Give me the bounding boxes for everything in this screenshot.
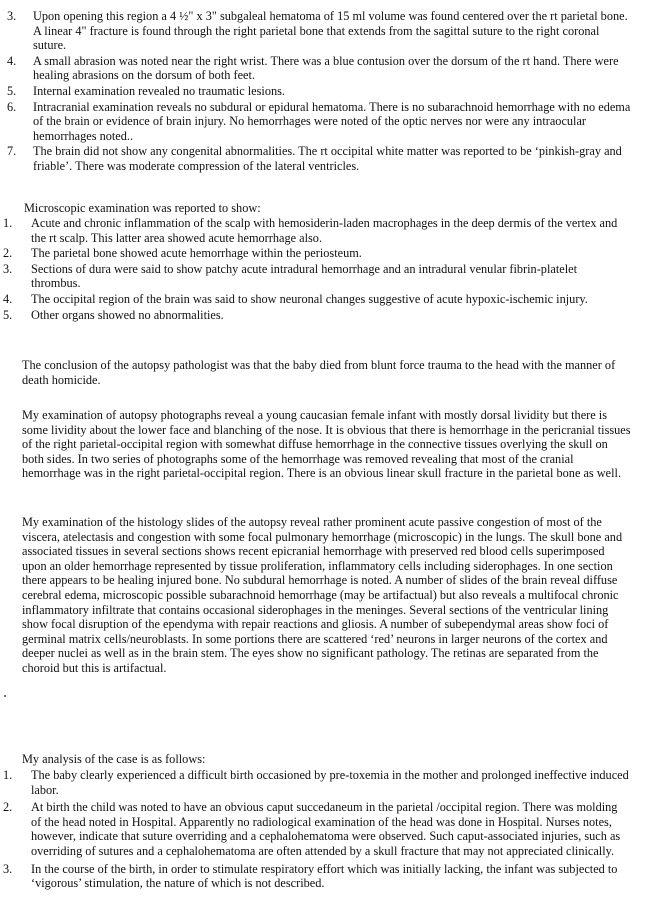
autopsy-findings-list	[7, 9, 631, 175]
list-number: 3.	[3, 861, 13, 876]
list-item	[3, 800, 629, 858]
list-item-text: The parietal bone showed acute hemorrhage within the periosteum.	[31, 246, 362, 261]
list-item-text: Internal examination revealed no traumatic lesions.	[33, 83, 285, 98]
microscopic-findings-list	[3, 216, 629, 323]
list-item-text: The baby clearly experienced a difficult birth occasioned by pre-toxemia in the mother and prolonged ineffective induced labor.	[31, 768, 629, 797]
list-number: 4.	[3, 291, 13, 306]
list-item-text: The occipital region of the brain was said to show neuronal changes suggestive of acute hypoxic-ischemic injury.	[31, 291, 588, 306]
list-item	[3, 262, 629, 291]
list-item-text: A small abrasion was noted near the right wrist. There was a blue contusion over the dorsum of the rt hand. There were healing abrasions on the dorsum of both feet.	[33, 53, 619, 83]
list-item	[7, 9, 631, 53]
list-item-text: Acute and chronic inflammation of the scalp with hemosiderin-laden macrophages in the deep dermis of the vertex and the rt scalp. This latter area showed acute hemorrhage also.	[31, 216, 618, 245]
list-number: 4.	[7, 53, 17, 68]
list-item	[3, 292, 629, 307]
list-number: 6.	[7, 99, 17, 114]
list-item-text: Intracranial examination reveals no subdural or epidural hematoma. There is no subarachnoid hemorrhage with no edema of the brain or evidence of brain injury. No hemorrhages were noted of the optic nerves nor were any intraocular hemorrhages noted..	[33, 99, 631, 143]
margin-dot	[4, 695, 6, 697]
conclusion-paragraph: The conclusion of the autopsy pathologist was that the baby died from blunt force trauma to the head with the manner of death homicide.	[22, 358, 616, 387]
list-number: 1.	[3, 768, 13, 782]
list-item	[7, 84, 631, 99]
list-item-text: Sections of dura were said to show patchy acute intradural hemorrhage and an intradural venular fibrin-platelet thrombus.	[31, 261, 577, 291]
list-number: 5.	[3, 307, 13, 322]
list-number: 7.	[7, 144, 17, 159]
list-number: 2.	[3, 246, 13, 261]
list-item	[7, 144, 631, 173]
list-item	[3, 862, 629, 891]
list-item-text: Other organs showed no abnormalities.	[31, 307, 224, 322]
list-item	[3, 768, 629, 797]
list-item	[3, 216, 629, 245]
list-number: 5.	[7, 83, 17, 98]
microscopic-heading: Microscopic examination was reported to show:	[24, 201, 261, 215]
analysis-heading: My analysis of the case is as follows:	[22, 752, 206, 766]
list-number: 2.	[3, 800, 13, 815]
photographs-paragraph: My examination of autopsy photographs reveal a young caucasian female infant with mostly dorsal lividity but there is some lividity about the lower face and blanching of the nose. It is obvious that there is hemorrhage in the pericranial tissues of the right parietal-occipital region with somewhat diffuse hemorrhage in the connective tissues overlying the skull on both sides. In two series of photographs some of the hemorrhage was removed revealing that most of the cranial hemorrhage was in the right parietal-occipital region. There is an obvious linear skull fracture in the parietal bone as well.	[22, 408, 631, 481]
list-item	[3, 246, 629, 261]
list-number: 3.	[7, 9, 17, 23]
analysis-list	[3, 768, 629, 894]
list-item-text: The brain did not show any congenital abnormalities. The rt occipital white matter was reported to be ‘pinkish-gray and friable’. There was moderate compression of the lateral ventricles.	[33, 144, 622, 173]
list-item-text: In the course of the birth, in order to stimulate respiratory effort which was initially lacking, the infant was subjected to ‘vigorous’ stimulation, the nature of which is not described.	[31, 861, 618, 891]
list-item	[7, 54, 631, 83]
list-item	[3, 308, 629, 323]
list-item-text: Upon opening this region a 4 ½" x 3" subgaleal hematoma of 15 ml volume was found centered over the rt parietal bone. A linear 4" fracture is found through the right parietal bone that extends from the sagittal suture to the right coronal suture.	[33, 9, 628, 53]
list-item	[7, 100, 631, 144]
list-item-text: At birth the child was noted to have an obvious caput succedaneum in the parietal /occipital region. There was molding of the head noted in Hospital. Apparently no radiological examination of the head was done in Hospital. Nurses notes, however, indicate that suture overriding and a cephalohematoma were observed. Such caput-associated injuries, such as overriding of sutures and a cephalohematoma are often attended by a skull fracture that may not appreciated clinically.	[31, 800, 621, 858]
list-number: 3.	[3, 261, 13, 276]
histology-paragraph: My examination of the histology slides of the autopsy reveal rather prominent acute passive congestion of most of the viscera, atelectasis and congestion with some focal pulmonary hemorrhage (microscopic) in the lungs. The skull bone and associated tissues in several sections shows recent epicranial hemorrhage with preserved red blood cells superimposed upon an older hemorrhage represented by tissue proliferation, inflammatory cells including siderophages. In one section there appears to be healing injured bone. No subdural hemorrhage is noted. A number of slides of the brain reveal diffuse cerebral edema, microscopic possible subarachnoid hemorrhage (may be artifactual) but also reveals a multifocal chronic inflammatory infiltrate that contains occasional siderophages in the meninges. Several sections of the ventricular lining show focal disruption of the ependyma with repair reactions and gliosis. A number of subependymal areas show foci of germinal matrix cells/neuroblasts. In some portions there are scattered ‘red’ neurons in larger neurons of the cortex and deeper nuclei as well as in the brain stem. The eyes show no significant pathology. The retinas are separated from the choroid but this is artifactual.	[22, 515, 623, 675]
list-number: 1.	[3, 216, 13, 230]
